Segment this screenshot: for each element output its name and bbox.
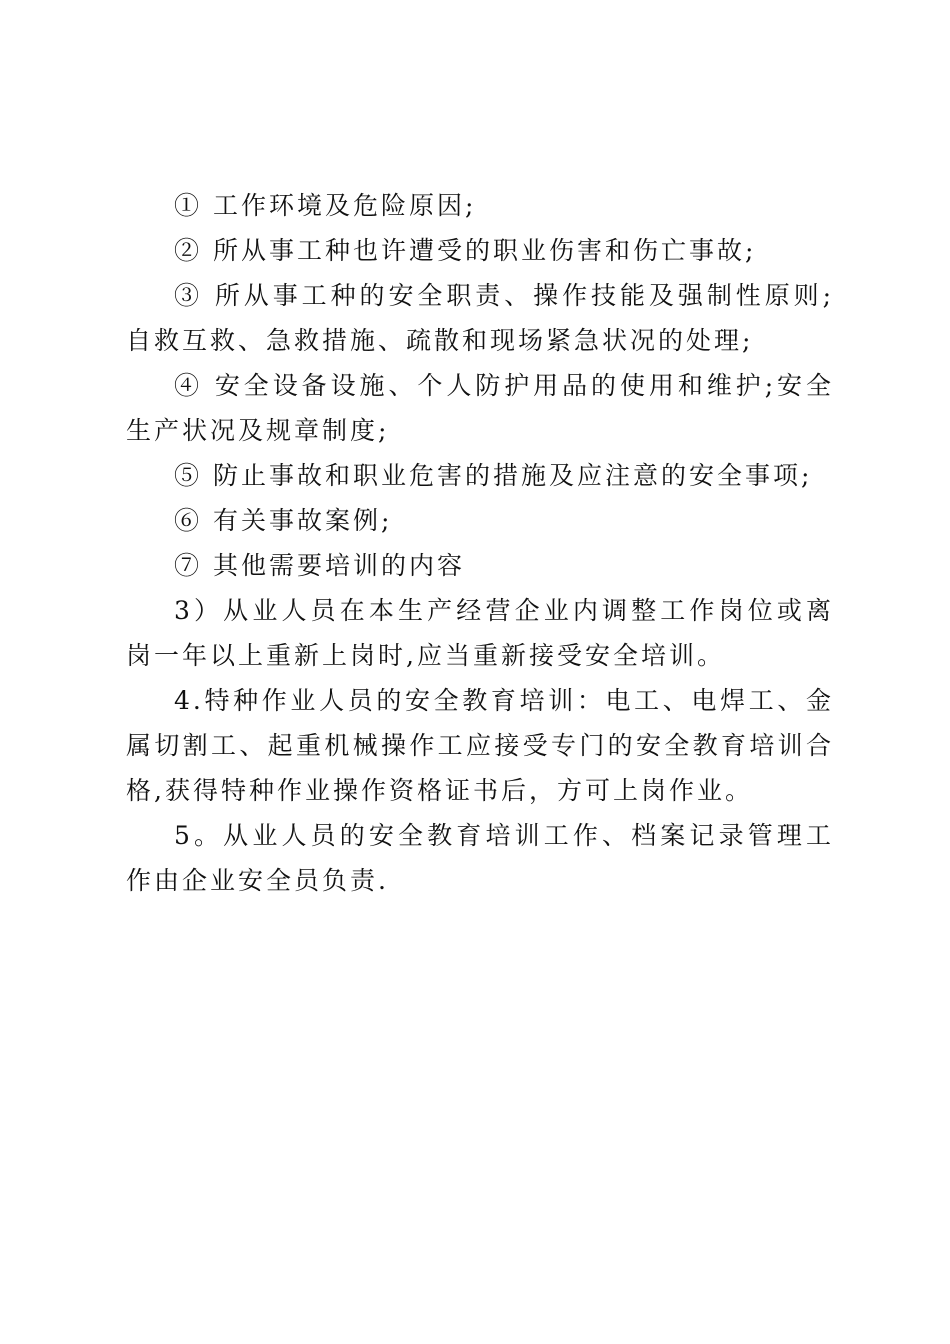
list-item-safety-equipment: ④ 安全设备设施、个人防护用品的使用和维护;安全生产状况及规章制度;	[126, 371, 834, 445]
paragraph-records-management: 5。从业人员的安全教育培训工作、档案记录管理工作由企业安全员负责.	[126, 821, 834, 895]
list-item-work-environment: ① 工作环境及危险原因;	[174, 191, 477, 220]
paragraph-special-operations: 4.特种作业人员的安全教育培训：电工、电焊工、金属切割工、起重机械操作工应接受专门的安全教育培训合格,获得特种作业操作资格证书后，方可上岗作业。	[126, 686, 834, 805]
list-item-occupational-injury: ② 所从事工种也许遭受的职业伤害和伤亡事故;	[174, 236, 757, 265]
document-body	[126, 183, 834, 903]
list-item-other-training: ⑦ 其他需要培训的内容	[174, 551, 465, 580]
paragraph-job-reassignment: 3）从业人员在本生产经营企业内调整工作岗位或离岗一年以上重新上岗时,应当重新接受安全培训。	[126, 596, 834, 670]
list-item-safety-duties: ③ 所从事工种的安全职责、操作技能及强制性原则;自救互救、急救措施、疏散和现场紧急状况的处理;	[126, 281, 834, 355]
list-item-accident-prevention: ⑤ 防止事故和职业危害的措施及应注意的安全事项;	[174, 461, 813, 490]
list-item-accident-cases: ⑥ 有关事故案例;	[174, 506, 393, 535]
